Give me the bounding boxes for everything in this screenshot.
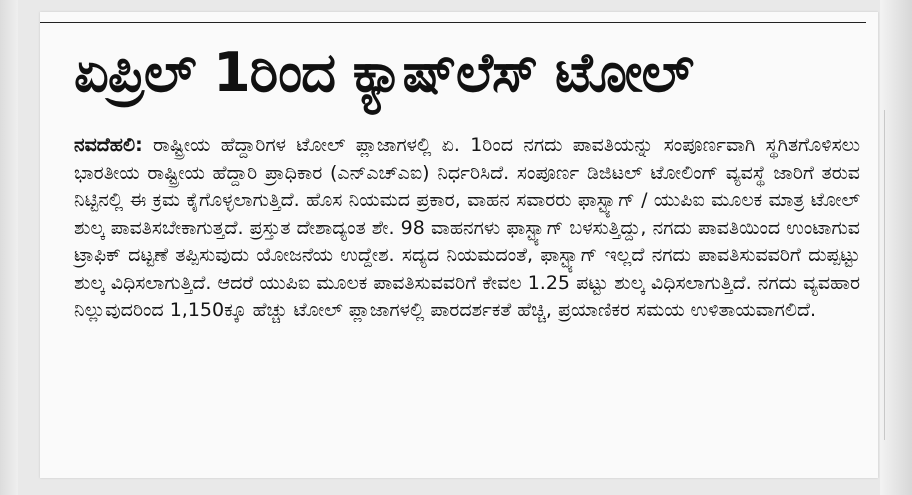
photo-left-edge bbox=[0, 0, 18, 495]
top-rule bbox=[40, 22, 866, 23]
article-dateline: ನವದೆಹಲಿ: bbox=[74, 134, 143, 156]
article-headline: ಏಪ್ರಿಲ್ 1ರಿಂದ ಕ್ಯಾಷ್‌ಲೆಸ್ ಟೋಲ್ bbox=[74, 41, 693, 104]
column-rule bbox=[884, 110, 885, 440]
article-body bbox=[74, 132, 860, 325]
newspaper-clipping bbox=[40, 12, 878, 478]
article-body-text: ರಾಷ್ಟ್ರೀಯ ಹೆದ್ದಾರಿಗಳ ಟೋಲ್ ಪ್ಲಾಜಾಗಳಲ್ಲಿ ಏ. 1ರಿಂದ ನಗದು ಪಾವತಿಯನ್ನು ಸಂಪೂರ್ಣವಾಗಿ ಸ್ಥಗಿತಗೊಳಿಸಲು ಭಾರತೀಯ ರಾಷ್ಟ್ರೀಯ ಹೆದ್ದಾರಿ ಪ್ರಾಧಿಕಾರ (ಎನ್‌ಎಚ್‌ಎಐ) ನಿರ್ಧರಿಸಿದೆ. ಸಂಪೂರ್ಣ ಡಿಜಿಟಲ್ ಟೋಲಿಂಗ್ ವ್ಯವಸ್ಥೆ ಜಾರಿಗೆ ತರುವ ನಿಟ್ಟಿನಲ್ಲಿ ಈ ಕ್ರಮ ಕೈಗೊಳ್ಳಲಾಗುತ್ತಿದೆ. ಹೊಸ ನಿಯಮದ ಪ್ರಕಾರ, ವಾಹನ ಸವಾರರು ಫಾಸ್ಟ್ಯಾಗ್ / ಯುಪಿಐ ಮೂಲಕ ಮಾತ್ರ ಟೋಲ್ ಶುಲ್ಕ ಪಾವತಿಸಬೇಕಾಗುತ್ತದೆ. ಪ್ರಸ್ತುತ ದೇಶಾದ್ಯಂತ ಶೇ. 98 ವಾಹನಗಳು ಫಾಸ್ಟ್ಯಾಗ್ ಬಳಸುತ್ತಿದ್ದು, ನಗದು ಪಾವತಿಯಿಂದ ಉಂಟಾಗುವ ಟ್ರಾಫಿಕ್ ದಟ್ಟಣೆ ತಪ್ಪಿಸುವುದು ಯೋಜನೆಯ ಉದ್ದೇಶ. ಸದ್ಯದ ನಿಯಮದಂತೆ, ಫಾಸ್ಟ್ಯಾಗ್ ಇಲ್ಲದೆ ನಗದು ಪಾವತಿಸುವವರಿಗೆ ದುಪ್ಪಟ್ಟು ಶುಲ್ಕ ವಿಧಿಸಲಾಗುತ್ತಿದೆ. ಆದರೆ ಯುಪಿಐ ಮೂಲಕ ಪಾವತಿಸುವವರಿಗೆ ಕೇವಲ 1.25 ಪಟ್ಟು ಶುಲ್ಕ ವಿಧಿಸಲಾಗುತ್ತಿದೆ. ನಗದು ವ್ಯವಹಾರ ನಿಲ್ಲುವುದರಿಂದ 1,150ಕ್ಕೂ ಹೆಚ್ಚು ಟೋಲ್ ಪ್ಲಾಜಾಗಳಲ್ಲಿ ಪಾರದರ್ಶಕತೆ ಹೆಚ್ಚಿ, ಪ್ರಯಾಣಿಕರ ಸಮಯ ಉಳಿತಾಯವಾಗಲಿದೆ. bbox=[74, 134, 861, 321]
